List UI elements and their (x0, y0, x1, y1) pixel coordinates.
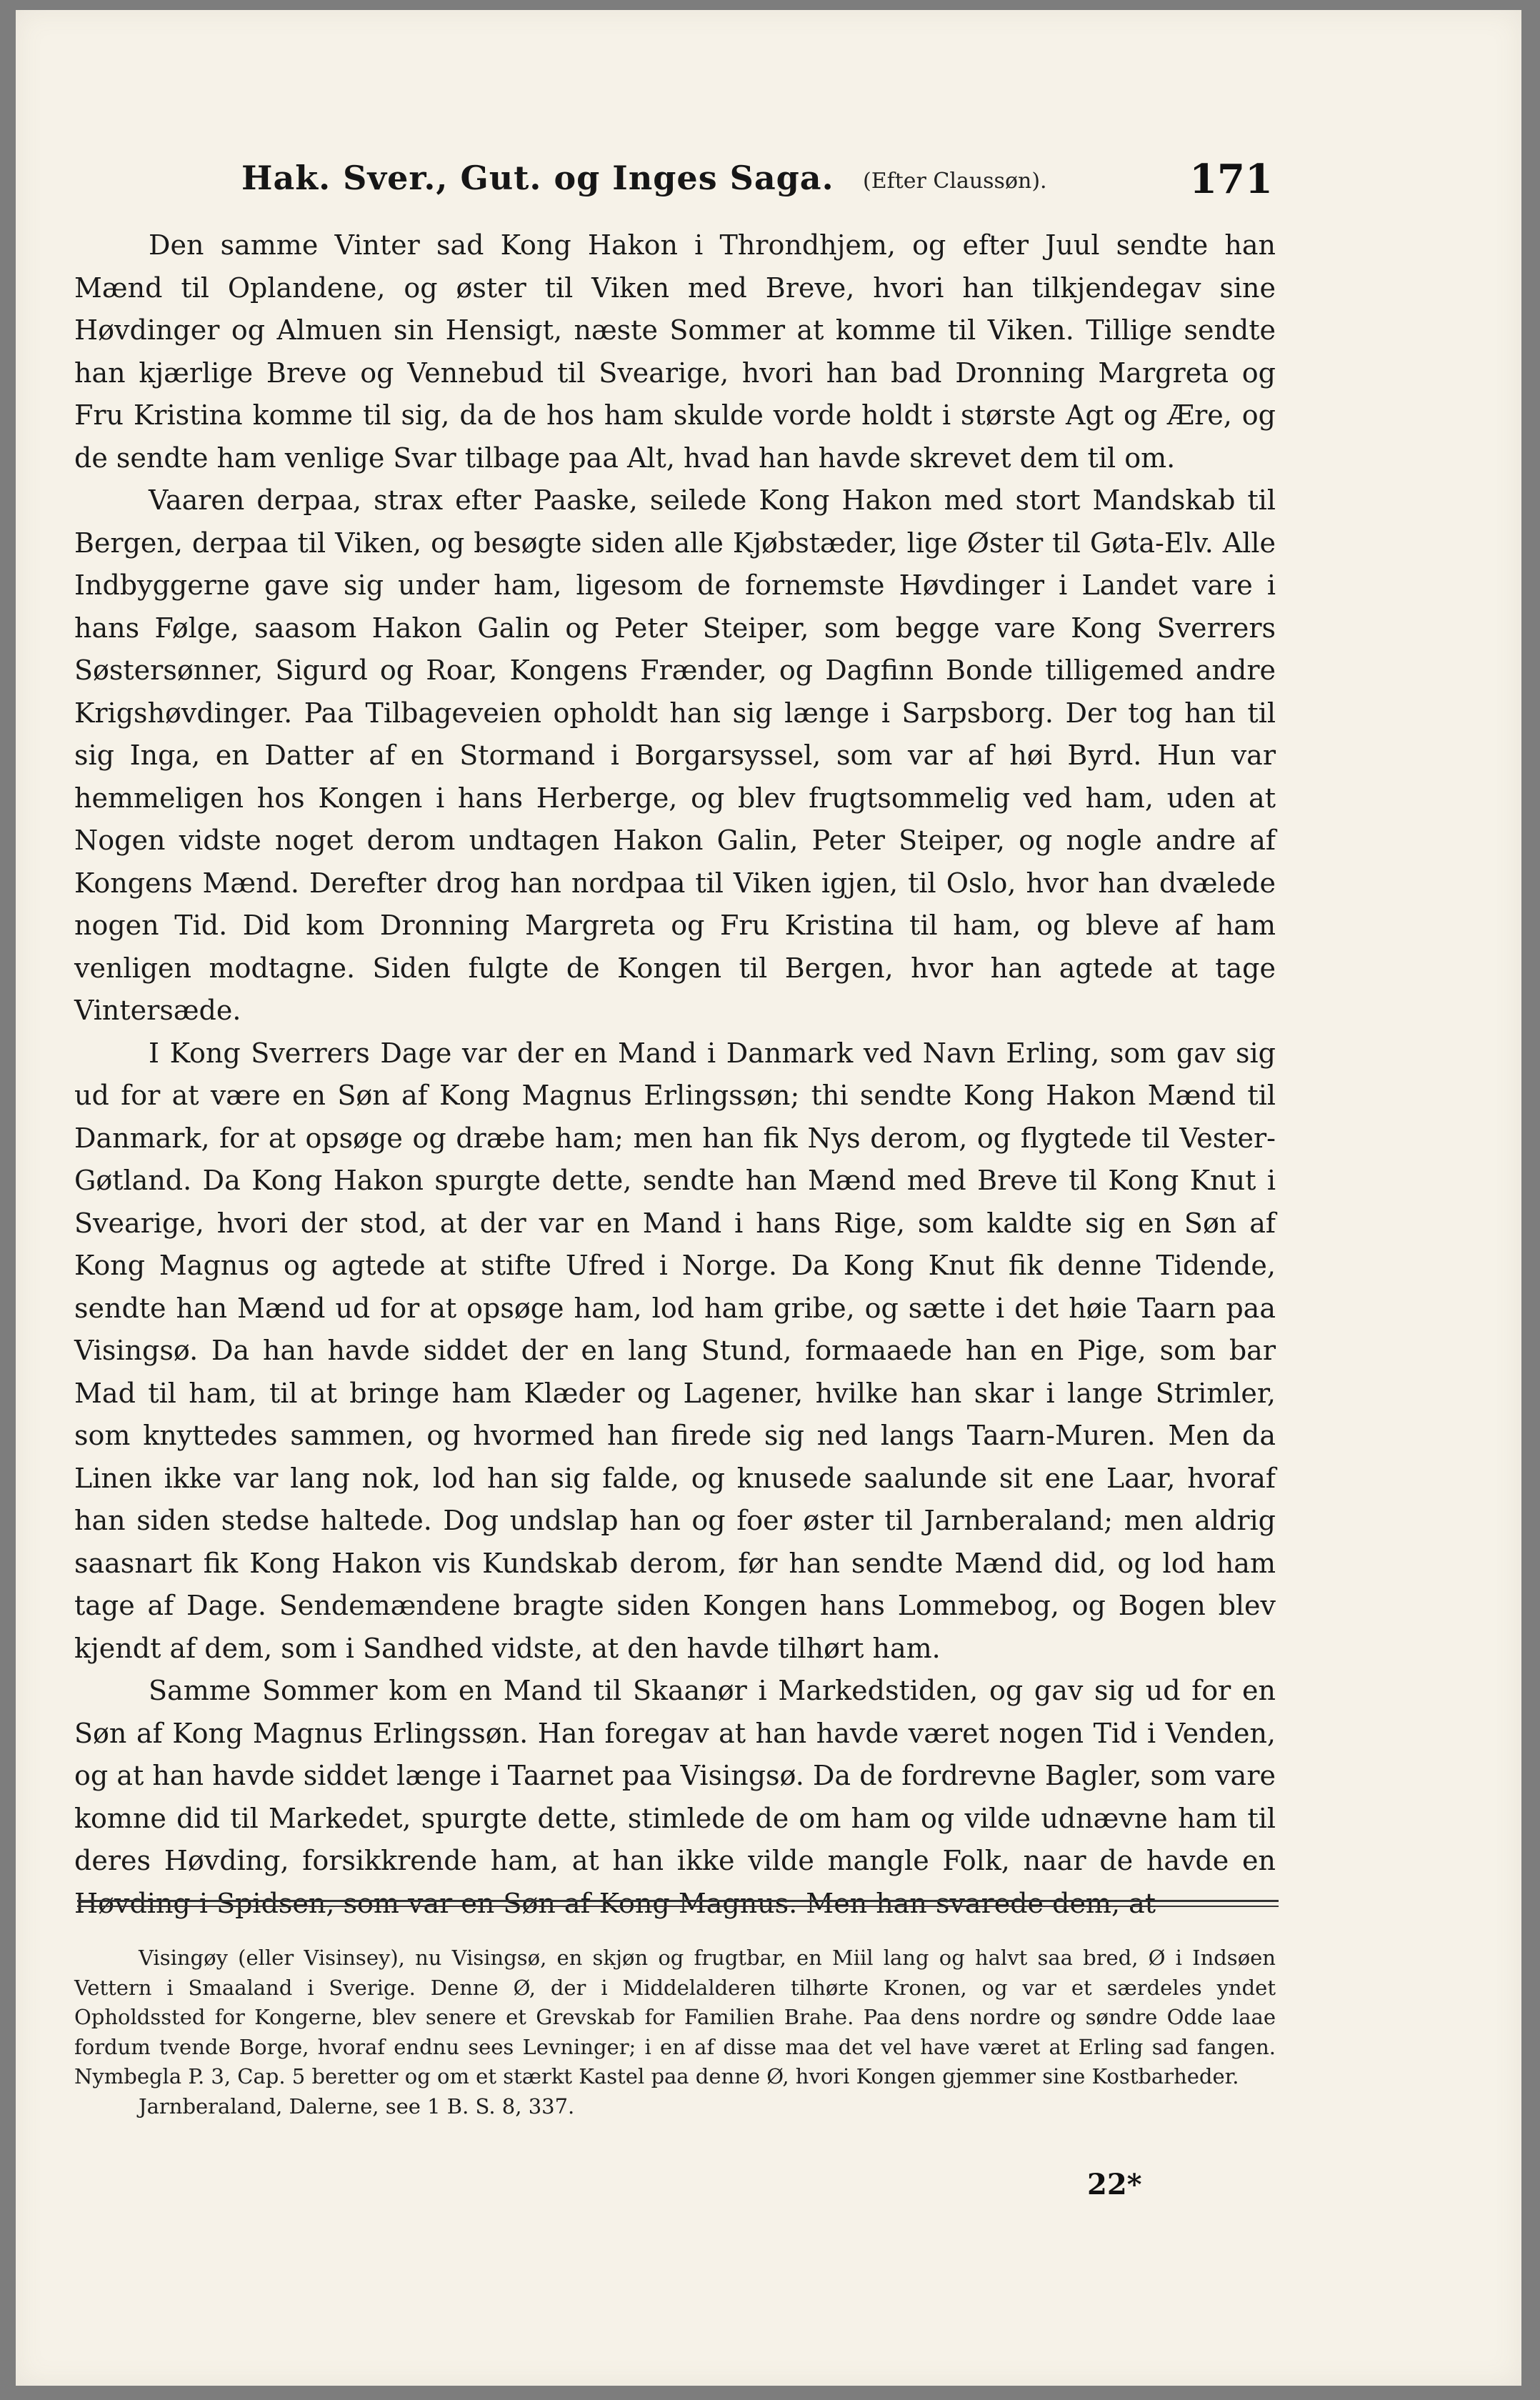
running-title: Hak. Sver., Gut. og Inges Saga. (241, 159, 834, 197)
paragraph: I Kong Sverrers Dage var der en Mand i Danmark ved Navn Erling, som gav sig ud for at være en Søn af Kong Magnus Erlingssøn; thi sendte Kong Hakon Mænd til Danmark, for at opsøge og dræbe ham; men han fik Nys derom, og flygtede til Vester-Gøtland. Da Kong Hakon spurgte dette, sendte han Mænd med Breve til Kong Knut i Svearige, hvori der stod, at der var en Mand i hans Rige, som kaldte sig en Søn af Kong Magnus og agtede at stifte Ufred i Norge. Da Kong Knut fik denne Tidende, sendte han Mænd ud for at opsøge ham, lod ham gribe, og sætte i det høie Taarn paa Visingsø. Da han havde siddet der en lang Stund, formaaede han en Pige, som bar Mad til ham, til at bringe ham Klæder og Lagener, hvilke han skar i lange Strimler, som knyttedes sammen, og hvormed han firede sig ned langs Taarn-Muren. Men da Linen ikke var lang nok, lod han sig falde, og knusede saalunde sit ene Laar, hvoraf han siden stedse haltede. Dog undslap han og foer øster til Jarnberaland; men aldrig saasnart fik Kong Hakon vis Kundskab derom, før han sendte Mænd did, og lod ham tage af Dage. Sendemændene bragte siden Kongen hans Lommebog, og Bogen blev kjendt af dem, som i Sandhed vidste, at den havde tilhørt ham. (74, 1037, 1276, 1664)
signature-mark: 22* (1087, 2168, 1142, 2201)
running-header (227, 153, 1277, 210)
footnote-divider-thin (77, 1906, 1279, 1907)
main-text (74, 224, 1276, 1925)
footnote-divider (77, 1900, 1279, 1902)
paragraph: Den samme Vinter sad Kong Hakon i Throndhjem, og efter Juul sendte han Mænd til Oplandene, og øster til Viken med Breve, hvori han tilkjendegav sine Høvdinger og Almuen sin Hensigt, næste Sommer at komme til Viken. Tillige sendte han kjærlige Breve og Vennebud til Svearige, hvori han bad Dronning Margreta og Fru Kristina komme til sig, da de hos ham skulde vorde holdt i største Agt og Ære, og de sendte ham venlige Svar tilbage paa Alt, hvad han havde skrevet dem til om. (74, 229, 1276, 474)
book-page (16, 10, 1521, 2386)
source-note: (Efter Claussøn). (863, 169, 1047, 194)
footnote: Jarnberaland, Dalerne, see 1 B. S. 8, 337. (139, 2093, 575, 2118)
page-number: 171 (1189, 156, 1273, 203)
footnote: Visingøy (eller Visinsey), nu Visingsø, en skjøn og frugtbar, en Miil lang og halvt saa bred, Ø i Indsøen Vettern i Smaaland i Sverige. Denne Ø, der i Middelalderen tilhørte Kronen, og var et særdeles yndet Opholdssted for Kongerne, blev senere et Grevskab for Familien Brahe. Paa dens nordre og søndre Odde laae fordum tvende Borge, hvoraf endnu sees Levninger; i en af disse maa det vel have været at Erling sad fangen. Nymbegla P. 3, Cap. 5 beretter og om et stærkt Kastel paa denne Ø, hvori Kongen gjemmer sine Kostbarheder. (74, 1946, 1276, 2088)
paragraph: Samme Sommer kom en Mand til Skaanør i Markedstiden, og gav sig ud for en Søn af Kong Magnus Erlingssøn. Han foregav at han havde været nogen Tid i Venden, og at han havde siddet længe i Taarnet paa Visingsø. Da de fordrevne Bagler, som vare komne did til Markedet, spurgte dette, stimlede de om ham og vilde udnævne ham til deres Høvding, forsikkrende ham, at han ikke vilde mangle Folk, naar de havde en Høvding i Spidsen, som var en Søn af Kong Magnus. Men han svarede dem, at (74, 1675, 1276, 1919)
paragraph: Vaaren derpaa, strax efter Paaske, seilede Kong Hakon med stort Mandskab til Bergen, derpaa til Viken, og besøgte siden alle Kjøbstæder, lige Øster til Gøta-Elv. Alle Indbyggerne gave sig under ham, ligesom de fornemste Høvdinger i Landet vare i hans Følge, saasom Hakon Galin og Peter Steiper, som begge vare Kong Sverrers Søstersønner, Sigurd og Roar, Kongens Frænder, og Dagfinn Bonde tilligemed andre Krigshøvdinger. Paa Tilbageveien opholdt han sig længe i Sarpsborg. Der tog han til sig Inga, en Datter af en Stormand i Borgarsyssel, som var af høi Byrd. Hun var hemmeligen hos Kongen i hans Herberge, og blev frugtsommelig ved ham, uden at Nogen vidste noget derom undtagen Hakon Galin, Peter Steiper, og nogle andre af Kongens Mænd. Derefter drog han nordpaa til Viken igjen, til Oslo, hvor han dvælede nogen Tid. Did kom Dronning Margreta og Fru Kristina til ham, og bleve af ham venligen modtagne. Siden fulgte de Kongen til Bergen, hvor han agtede at tage Vintersæde. (74, 484, 1276, 1026)
footnotes (74, 1943, 1276, 2121)
